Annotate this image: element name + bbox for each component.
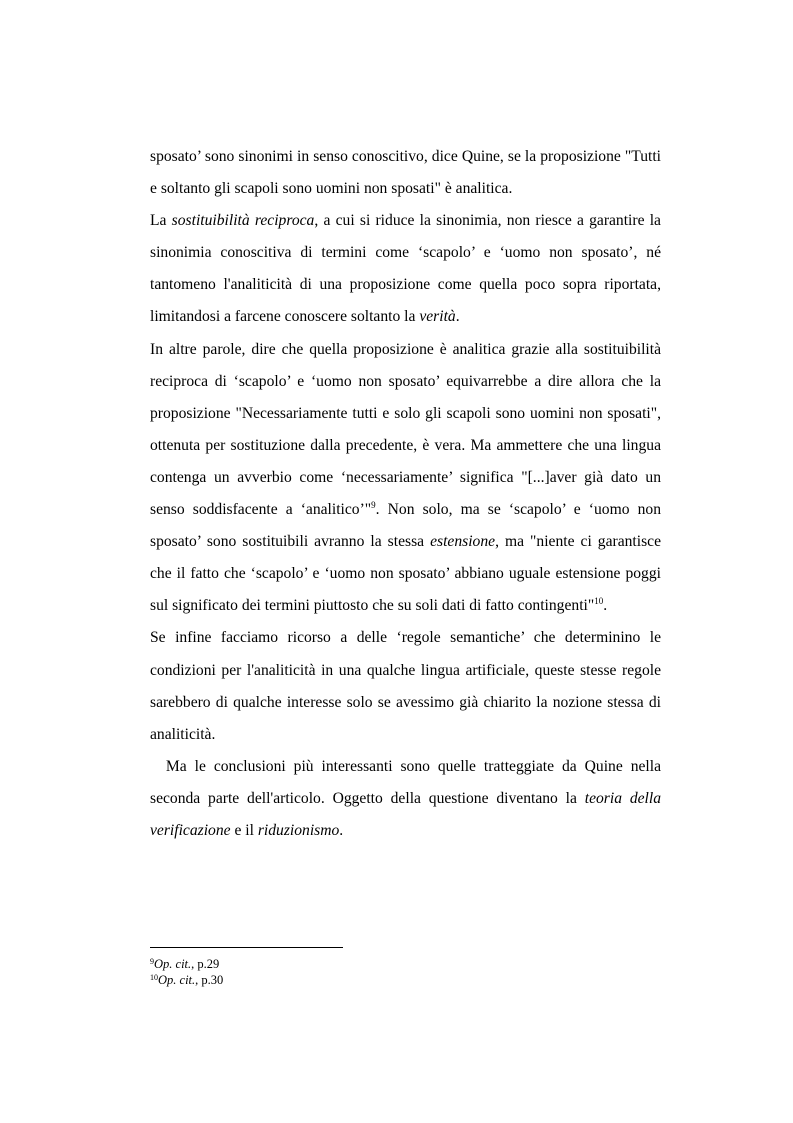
text-run: . bbox=[603, 597, 608, 615]
paragraph-p3 bbox=[150, 334, 661, 623]
italic-text: riduzionismo bbox=[257, 821, 340, 839]
italic-text: verità bbox=[419, 308, 456, 326]
footnote-number: 9 bbox=[150, 957, 154, 966]
footnote-reference: Op. cit. bbox=[154, 957, 192, 971]
text-run: , a cui si riduce la sinonimia, non riesce a garantire la sinonimia conoscitiva di termini come ‘scapolo’ e ‘uomo non sposato’, né tantomeno l'analiticità di una proposizione come quella poco sopra riportata, limitandosi a farcene conoscere soltanto la bbox=[150, 212, 661, 326]
text-run: In altre parole, dire che quella proposizione è analitica grazie alla sostituibilità reciproca di ‘scapolo’ e ‘uomo non sposato’ equivarrebbe a dire allora che la proposizione "Necessariamente tutti e solo gli scapoli sono uomini non sposati", ottenuta per sostituzione dalla precedente, è vera. Ma ammettere che una lingua contenga un avverbio come ‘necessariamente’ significa "[...]aver già dato un senso soddisfacente a ‘analitico’" bbox=[150, 340, 661, 519]
text-run: sposato’ sono sinonimi in senso conoscitivo, dice Quine, se la proposizione "Tutti e soltanto gli scapoli sono uomini non sposati" è analitica. bbox=[150, 148, 661, 198]
text-run: , ma "niente ci garantisce che il fatto che ‘scapolo’ e ‘uomo non sposato’ abbiano uguale estensione poggi sul significato dei termini piuttosto che su soli dati di fatto contingenti" bbox=[150, 533, 661, 615]
footnotes bbox=[150, 956, 550, 988]
footnote-separator bbox=[150, 947, 343, 948]
paragraph-p4 bbox=[150, 622, 661, 750]
text-run: Ma le conclusioni più interessanti sono quelle tratteggiate da Quine nella seconda parte dell'articolo. Oggetto della questione diventano la bbox=[150, 757, 665, 807]
footnote-ref: 10 bbox=[594, 596, 604, 607]
footnote-reference: Op. cit. bbox=[158, 973, 196, 987]
paragraph-p2 bbox=[150, 205, 661, 333]
text-run: . bbox=[455, 308, 460, 326]
footnote-page: , p.30 bbox=[195, 973, 224, 987]
paragraph-p1 bbox=[150, 141, 661, 205]
footnote-page: , p.29 bbox=[191, 957, 220, 971]
footnote-ref: 9 bbox=[371, 500, 376, 511]
italic-text: sostituibilità reciproca bbox=[171, 212, 315, 230]
body-text bbox=[150, 141, 665, 847]
text-run: . bbox=[339, 821, 344, 839]
footnote-9 bbox=[150, 956, 550, 972]
text-run: e il bbox=[230, 821, 258, 839]
text-run: . Non solo, ma se ‘scapolo’ e ‘uomo non sposato’ sono sostituibili avranno la stessa bbox=[150, 501, 662, 551]
text-run: La bbox=[150, 212, 172, 230]
italic-text: teoria della verificazione bbox=[150, 789, 662, 839]
paragraph-p5 bbox=[150, 751, 665, 847]
text-run: Se infine facciamo ricorso a delle ‘regole semantiche’ che determinino le condizioni per l'analiticità in una qualche lingua artificiale, queste stesse regole sarebbero di qualche interesse solo se avessimo già chiarito la nozione stessa di analiticità. bbox=[150, 629, 661, 743]
footnote-number: 10 bbox=[150, 973, 158, 982]
footnote-10 bbox=[150, 972, 550, 988]
italic-text: estensione bbox=[430, 533, 496, 551]
